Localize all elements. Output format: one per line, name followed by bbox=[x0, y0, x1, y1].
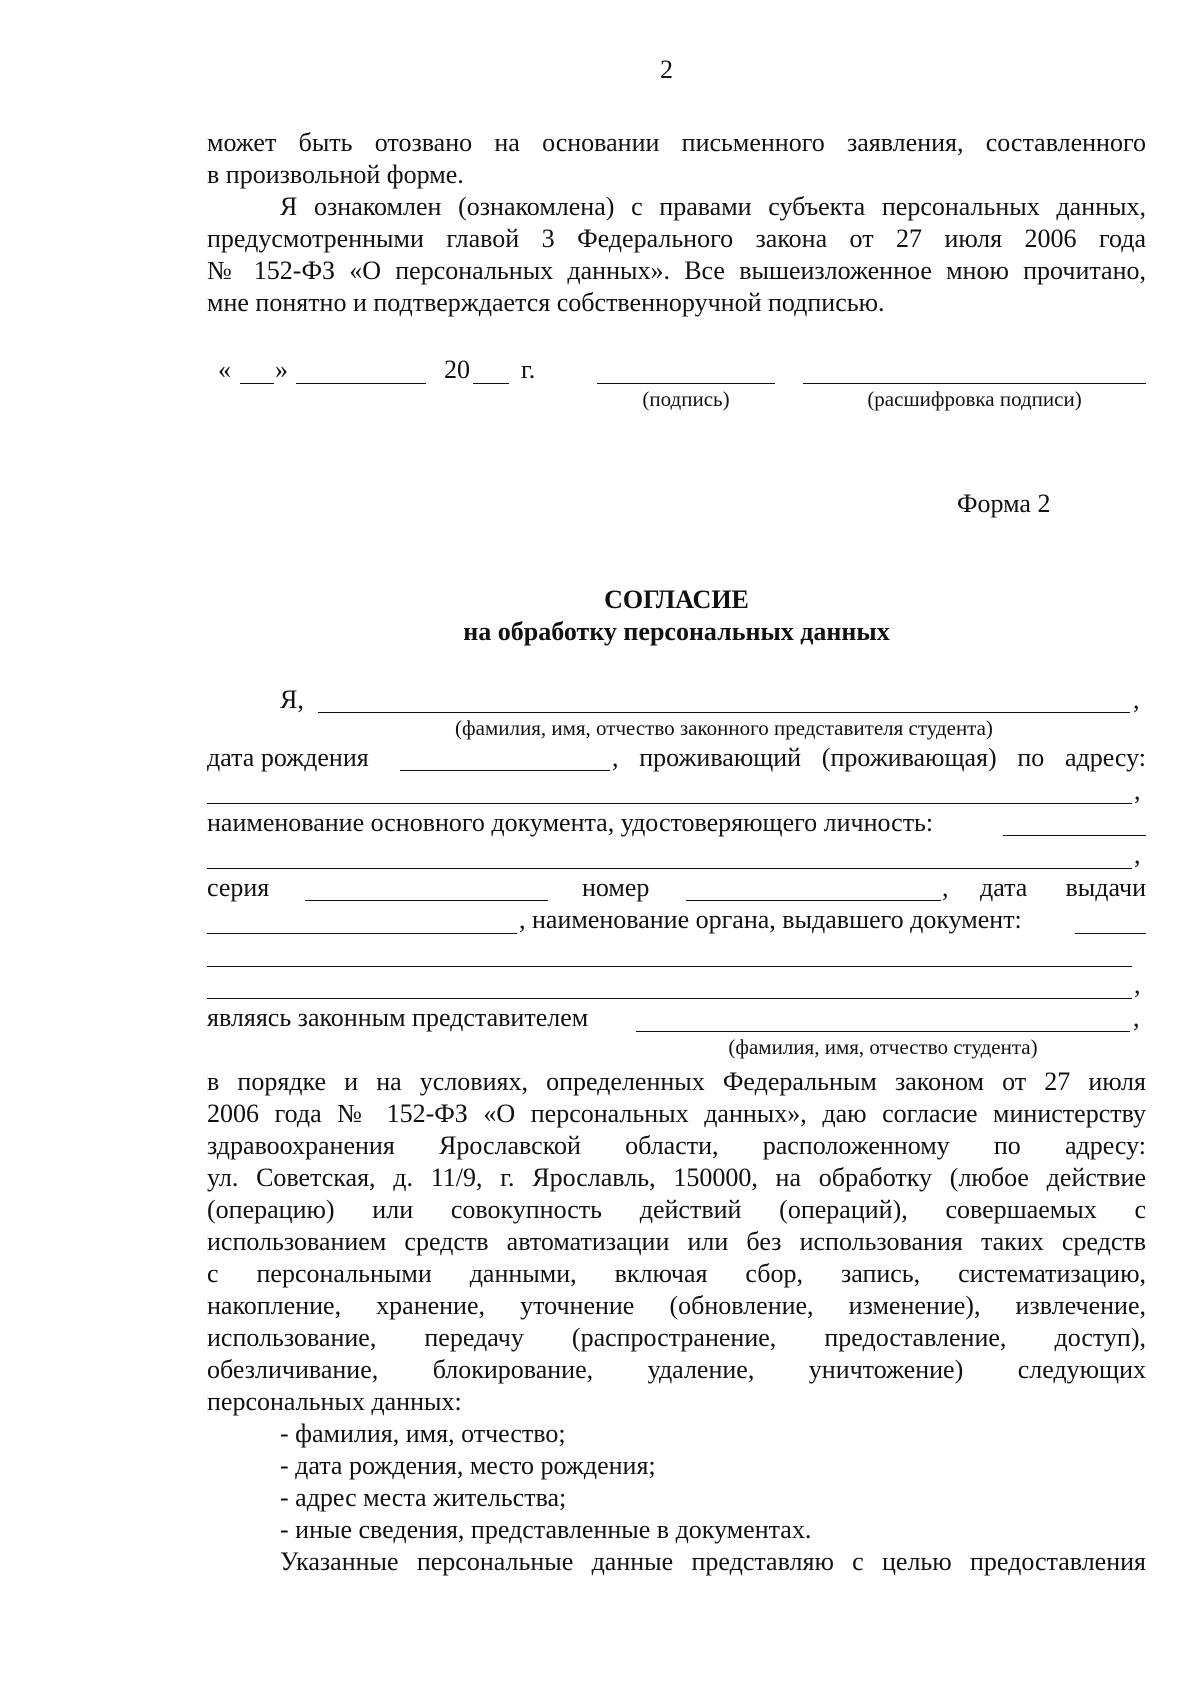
id-document-field-start[interactable] bbox=[1003, 835, 1146, 836]
issue-date-label: дата выдачи bbox=[980, 873, 1146, 902]
ack-line-2: предусмотренными главой 3 Федерального закона от 27 июля 2006 года bbox=[207, 224, 1146, 253]
series-field[interactable] bbox=[305, 900, 548, 901]
consent-line-2: 2006 года № 152-ФЗ «О персональных данных», даю согласие министерству bbox=[207, 1099, 1146, 1128]
student-name-caption: (фамилия, имя, отчество студента) bbox=[728, 1035, 1038, 1059]
student-name-field[interactable] bbox=[636, 1031, 1130, 1032]
signature-caption: (подпись) bbox=[642, 387, 730, 411]
date-year-suffix: г. bbox=[521, 355, 536, 384]
data-item-1: - фамилия, имя, отчество; bbox=[280, 1419, 566, 1448]
number-comma: , bbox=[942, 873, 949, 902]
issuing-authority-field-start[interactable] bbox=[1075, 933, 1146, 934]
date-day-line[interactable] bbox=[240, 383, 274, 384]
rep-name-caption: (фамилия, имя, отчество законного представителя студента) bbox=[455, 716, 993, 740]
birth-date-field[interactable] bbox=[400, 770, 610, 771]
data-item-2: - дата рождения, место рождения; bbox=[280, 1451, 656, 1480]
continuation-line-2: в произвольной форме. bbox=[207, 160, 464, 189]
signature-decode-line[interactable] bbox=[803, 383, 1146, 384]
signature-line[interactable] bbox=[597, 383, 775, 384]
date-month-line[interactable] bbox=[296, 383, 426, 384]
issuing-authority-field-1[interactable] bbox=[207, 966, 1132, 967]
date-year-prefix: 20 bbox=[444, 355, 470, 384]
address-field[interactable] bbox=[207, 803, 1132, 804]
issuing-authority-comma: , bbox=[1134, 970, 1141, 999]
id-document-field[interactable] bbox=[207, 868, 1132, 869]
number-field[interactable] bbox=[686, 900, 941, 901]
birth-date-label: дата рождения bbox=[207, 743, 369, 772]
issuing-authority-field-2[interactable] bbox=[207, 998, 1132, 999]
residing-label: , проживающий (проживающая) по адресу: bbox=[612, 743, 1146, 772]
form-label: Форма 2 bbox=[957, 489, 1051, 518]
i-label: Я, bbox=[280, 685, 304, 714]
consent-line-4: ул. Советская, д. 11/9, г. Ярославль, 150000, на обработку (любое действие bbox=[207, 1163, 1146, 1192]
rep-name-field[interactable] bbox=[318, 712, 1130, 713]
signature-decode-caption: (расшифровка подписи) bbox=[867, 387, 1082, 411]
document-subtitle: на обработку персональных данных bbox=[463, 617, 890, 646]
document-title: СОГЛАСИЕ bbox=[604, 585, 749, 614]
date-quote-open: « bbox=[218, 355, 231, 384]
page-number: 2 bbox=[660, 55, 673, 84]
address-comma: , bbox=[1134, 776, 1141, 805]
number-label: номер bbox=[582, 873, 650, 902]
ack-line-3: № 152-ФЗ «О персональных данных». Все вышеизложенное мною прочитано, bbox=[207, 256, 1146, 285]
continuation-line-1: может быть отозвано на основании письменного заявления, составленного bbox=[207, 128, 1146, 157]
consent-line-6: использованием средств автоматизации или без использования таких средств bbox=[207, 1227, 1146, 1256]
date-quote-close: » bbox=[275, 355, 288, 384]
final-line: Указанные персональные данные представляю с целью предоставления bbox=[280, 1547, 1146, 1576]
id-document-label: наименование основного документа, удостоверяющего личность: bbox=[207, 808, 934, 837]
consent-line-1: в порядке и на условиях, определенных Федеральным законом от 27 июля bbox=[207, 1067, 1146, 1096]
consent-line-9: использование, передачу (распространение, предоставление, доступ), bbox=[207, 1323, 1146, 1352]
data-item-3: - адрес места жительства; bbox=[280, 1483, 567, 1512]
consent-line-5: (операцию) или совокупность действий (операций), совершаемых с bbox=[207, 1195, 1146, 1224]
ack-line-1: Я ознакомлен (ознакомлена) с правами субъекта персональных данных, bbox=[280, 192, 1146, 221]
consent-line-3: здравоохранения Ярославской области, расположенному по адресу: bbox=[207, 1131, 1146, 1160]
data-item-4: - иные сведения, представленные в документах. bbox=[280, 1515, 812, 1544]
consent-line-8: накопление, хранение, уточнение (обновление, изменение), извлечение, bbox=[207, 1291, 1146, 1320]
student-name-comma: , bbox=[1133, 1003, 1140, 1032]
consent-line-10: обезличивание, блокирование, удаление, уничтожение) следующих bbox=[207, 1355, 1146, 1384]
id-document-comma: , bbox=[1134, 840, 1141, 869]
legal-rep-label: являясь законным представителем bbox=[207, 1003, 589, 1032]
issue-date-field[interactable] bbox=[207, 933, 517, 934]
ack-line-4: мне понятно и подтверждается собственноручной подписью. bbox=[207, 288, 885, 317]
consent-line-11: персональных данных: bbox=[207, 1387, 462, 1416]
date-year-line[interactable] bbox=[473, 383, 509, 384]
issuing-authority-label: , наименование органа, выдавшего документ: bbox=[519, 905, 1022, 934]
consent-line-7: с персональными данными, включая сбор, запись, систематизацию, bbox=[207, 1259, 1146, 1288]
series-label: серия bbox=[207, 873, 270, 902]
rep-name-comma: , bbox=[1133, 685, 1140, 714]
